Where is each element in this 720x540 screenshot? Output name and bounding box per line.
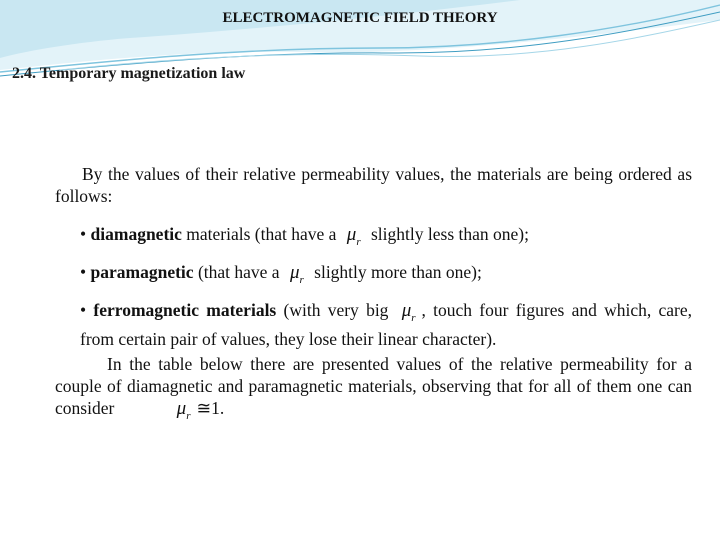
term-paramagnetic: paramagnetic	[90, 261, 194, 282]
term-diamagnetic: diamagnetic	[90, 224, 182, 244]
term-ferromagnetic: ferromagnetic materials	[93, 299, 277, 320]
bullet-marker: •	[80, 224, 87, 244]
section-title: 2.4. Temporary magnetization law	[12, 65, 246, 82]
list-item-ferromagnetic	[80, 299, 692, 351]
list-item-paramagnetic	[80, 261, 692, 291]
mu-r-symbol: $\mu_r$	[401, 299, 416, 324]
item-text-after: , touch four figures and which, care, from certain pair of values, they lose their linear character).	[80, 299, 693, 350]
para2-text: In the table below there are presented values of the relative permeability for a couple of diamagnetic and paramagnetic materials, observing that for all of them one can consider	[55, 354, 692, 418]
bullet-marker: •	[80, 299, 87, 320]
material-list	[80, 223, 692, 358]
mu-r-symbol: $\mu_r$	[289, 261, 304, 286]
table-intro-paragraph	[55, 353, 692, 427]
mu-r-symbol: $\mu_r$	[176, 398, 191, 422]
bullet-marker: •	[80, 261, 87, 282]
item-text-after: slightly more than one);	[314, 261, 482, 282]
item-text-before: materials (that have a	[186, 224, 337, 244]
list-item-diamagnetic	[80, 223, 692, 253]
item-text-before: (that have a	[197, 261, 280, 282]
approx-one: ≅1.	[196, 398, 225, 418]
header-title: ELECTROMAGNETIC FIELD THEORY	[222, 10, 498, 26]
intro-paragraph: By the values of their relative permeability values, the materials are being ordered as follows:	[55, 164, 692, 206]
item-text-before: (with very big	[283, 299, 389, 320]
mu-r-symbol: $\mu_r$	[346, 224, 361, 248]
item-text-after: slightly less than one);	[371, 224, 529, 244]
